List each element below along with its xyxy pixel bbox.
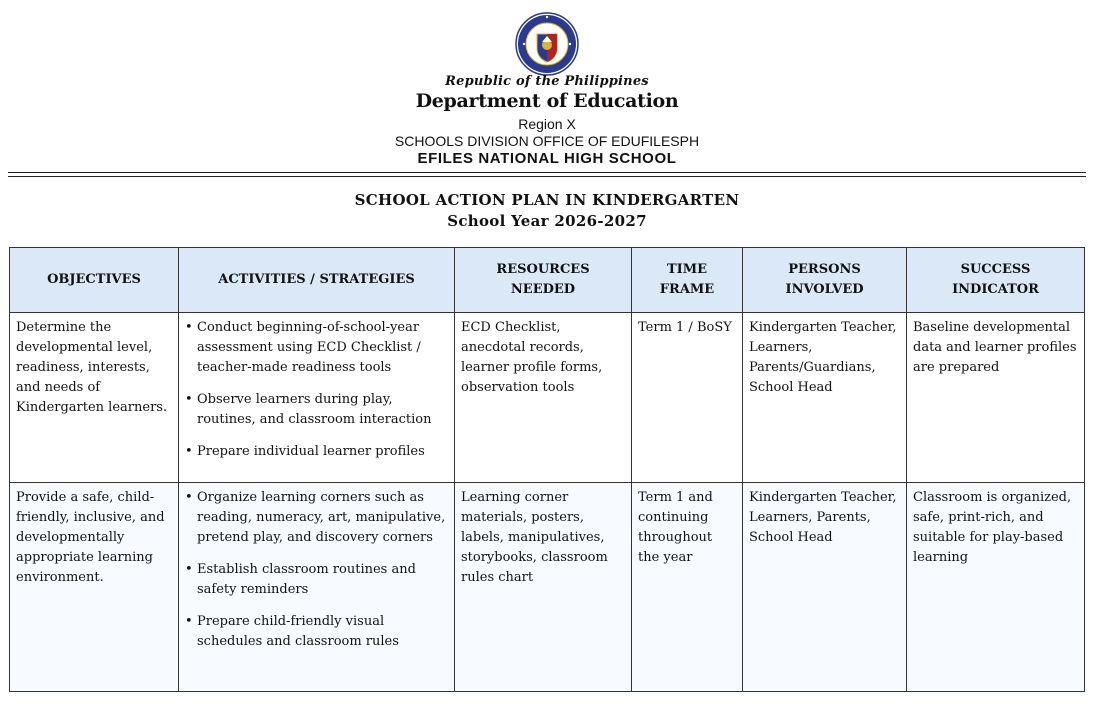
indicator-cell: Classroom is organized, safe, print-rich, and suitable for play-based learning [907,483,1085,692]
division-label: SCHOOLS DIVISION OFFICE OF EDUFILESPH [394,133,700,149]
header-persons: PERSONS INVOLVED [743,248,907,313]
activity-item: • Observe learners during play, routines, and classroom interaction [185,390,448,430]
header-indicator: SUCCESS INDICATOR [907,248,1085,313]
department-label: Department of Education [415,90,679,112]
header-activities: ACTIVITIES / STRATEGIES [179,248,455,313]
republic-label: Republic of the Philippines [445,74,649,89]
header-objectives: OBJECTIVES [10,248,179,313]
activities-cell [179,313,455,483]
header-divider-thin [8,176,1086,177]
time-frame-cell: Term 1 and continuing throughout the year [632,483,743,692]
resources-cell: ECD Checklist, anecdotal records, learner profile forms, observation tools [455,313,632,483]
header-time-frame: TIME FRAME [632,248,743,313]
activity-item: • Prepare individual learner profiles [185,442,448,462]
resources-cell: Learning corner materials, posters, labels, manipulatives, storybooks, classroom rules chart [455,483,632,692]
table-header-row [10,248,1085,313]
region-label: Region X [518,116,576,132]
objective-cell: Provide a safe, child-friendly, inclusive, and developmentally appropriate learning environment. [10,483,179,692]
school-year: School Year 2026-2027 [447,212,647,230]
table-row [10,313,1085,483]
header-resources: RESOURCES NEEDED [455,248,632,313]
school-name: EFILES NATIONAL HIGH SCHOOL [417,150,677,167]
persons-cell: Kindergarten Teacher, Learners, Parents/Guardians, School Head [743,313,907,483]
activity-item: • Establish classroom routines and safety reminders [185,560,448,600]
objective-cell: Determine the developmental level, readiness, interests, and needs of Kindergarten learners. [10,313,179,483]
time-frame-cell: Term 1 / BoSY [632,313,743,483]
header-divider-thick [8,172,1086,173]
indicator-cell: Baseline developmental data and learner profiles are prepared [907,313,1085,483]
table-row [10,483,1085,692]
activity-item: • Organize learning corners such as reading, numeracy, art, manipulative, pretend play, and discovery corners [185,488,448,548]
persons-cell: Kindergarten Teacher, Learners, Parents, School Head [743,483,907,692]
activity-item: • Conduct beginning-of-school-year assessment using ECD Checklist / teacher-made readiness tools [185,318,448,378]
activity-item: • Prepare child-friendly visual schedules and classroom rules [185,612,448,652]
deped-seal-logo [515,12,579,76]
action-plan-table [9,247,1085,692]
plan-title: SCHOOL ACTION PLAN IN KINDERGARTEN [354,191,740,209]
activities-cell [179,483,455,692]
